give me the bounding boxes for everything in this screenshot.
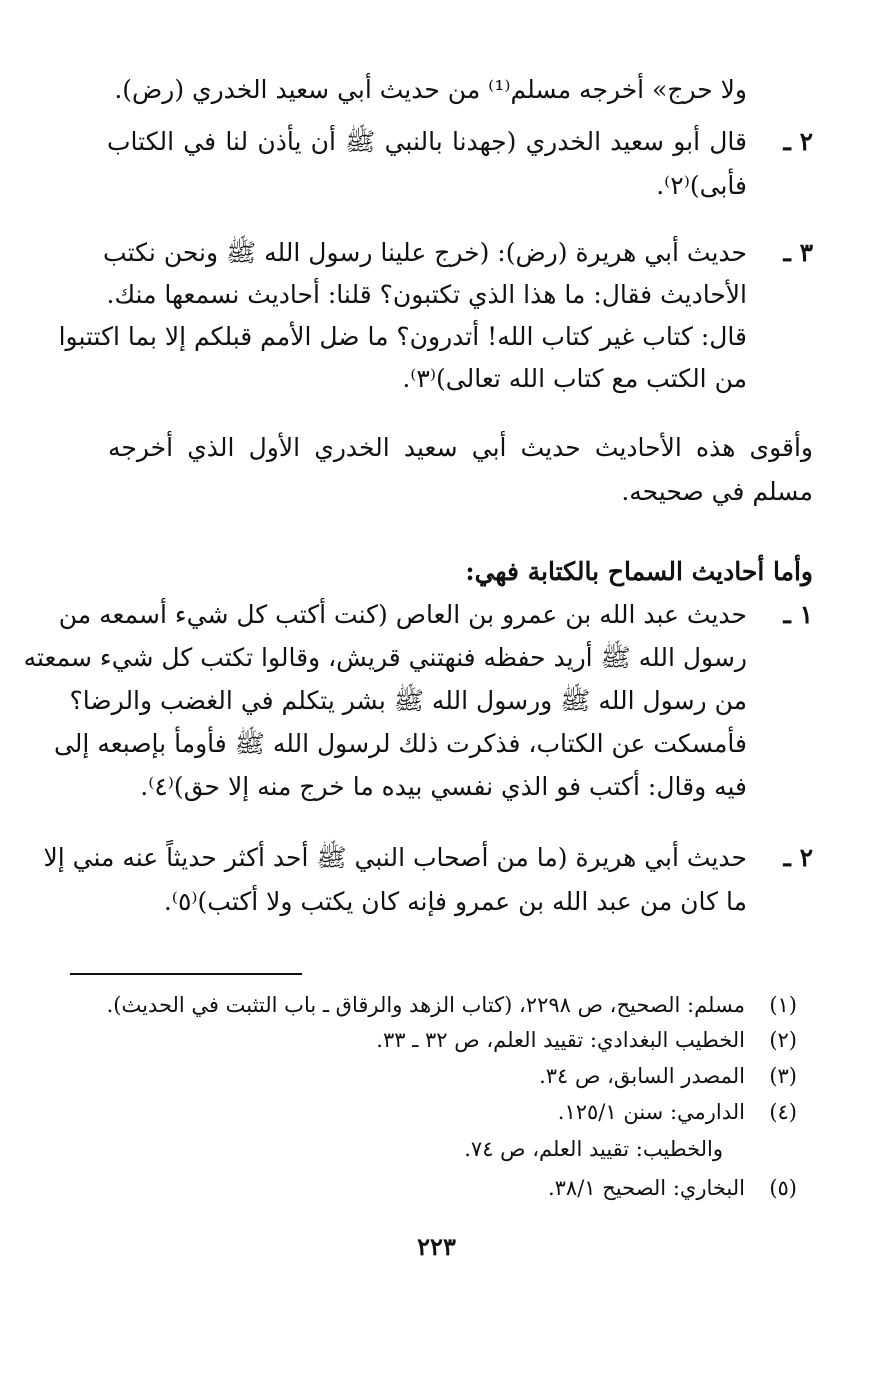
footnote-number: (٥) [769, 1176, 797, 1200]
list-number: ٢ ـ [783, 127, 813, 156]
body-line: الأحاديث فقال: ما هذا الذي تكتبون؟ قلنا: أحاديث نسمعها منك. [106, 280, 747, 309]
footnote-text: البخاري: الصحيح ٣٨/١. [547, 1176, 745, 1200]
footnote-text: المصدر السابق، ص ٣٤. [539, 1064, 745, 1088]
body-line: وأقوى هذه الأحاديث حديث أبي سعيد الخدري الأول الذي أخرجه [108, 433, 813, 462]
body-line: فيه وقال: أكتب فو الذي نفسي بيده ما خرج منه إلا حق)⁽٤⁾. [140, 772, 747, 801]
footnote-number: (١) [769, 993, 797, 1017]
body-line: ولا حرج» أخرجه مسلم⁽¹⁾ من حديث أبي سعيد الخدري (رض). [114, 75, 747, 104]
body-line: ما كان من عبد الله بن عمرو فإنه كان يكتب ولا أكتب)⁽٥⁾. [163, 887, 747, 916]
body-line: حديث أبي هريرة (ما من أصحاب النبي ﷺ أحد أكثر حديثاً عنه مني إلا [43, 843, 747, 872]
list-number: ٣ ـ [783, 238, 813, 267]
body-line: رسول الله ﷺ أريد حفظه فنهتني قريش، وقالوا تكتب كل شيء سمعته [23, 643, 747, 672]
body-line: مسلم في صحيحه. [621, 477, 813, 506]
list-number: ٢ ـ [783, 843, 813, 872]
section-heading: وأما أحاديث السماح بالكتابة فهي: [465, 557, 813, 586]
footnote-text: الخطيب البغدادي: تقييد العلم، ص ٣٢ ـ ٣٣. [376, 1028, 745, 1052]
body-line: حديث عبد الله بن عمرو بن العاص (كنت أكتب كل شيء أسمعه من [58, 600, 747, 629]
body-line: حديث أبي هريرة (رض): (خرج علينا رسول الله ﷺ ونحن نكتب [103, 238, 747, 267]
list-number: ١ ـ [783, 600, 813, 629]
body-line: قال أبو سعيد الخدري (جهدنا بالنبي ﷺ أن يأذن لنا في الكتاب [107, 127, 747, 156]
body-line: من رسول الله ﷺ ورسول الله ﷺ بشر يتكلم في الغضب والرضا؟ [69, 686, 747, 715]
body-line: قال: كتاب غير كتاب الله! أتدرون؟ ما ضل الأمم قبلكم إلا بما اكتتبوا [58, 322, 747, 351]
footnote-number: (٢) [769, 1028, 797, 1052]
footnote-text: الدارمي: سنن ١٢٥/١. [557, 1100, 745, 1124]
footnote-text: والخطيب: تقييد العلم، ص ٧٤. [464, 1137, 723, 1161]
footnote-number: (٤) [769, 1100, 797, 1124]
body-line: فأبى)⁽٢⁾. [656, 171, 747, 200]
footnote-number: (٣) [769, 1064, 797, 1088]
footnote-separator [70, 973, 302, 975]
footnote-text: مسلم: الصحيح، ص ٢٢٩٨، (كتاب الزهد والرقاق ـ باب التثبت في الحديث). [106, 993, 745, 1017]
body-line: من الكتب مع كتاب الله تعالى)⁽٣⁾. [402, 364, 747, 393]
page-number: ٢٢٣ [417, 1232, 456, 1261]
body-line: فأمسكت عن الكتاب، فذكرت ذلك لرسول الله ﷺ فأومأ بإصبعه إلى [53, 729, 747, 758]
